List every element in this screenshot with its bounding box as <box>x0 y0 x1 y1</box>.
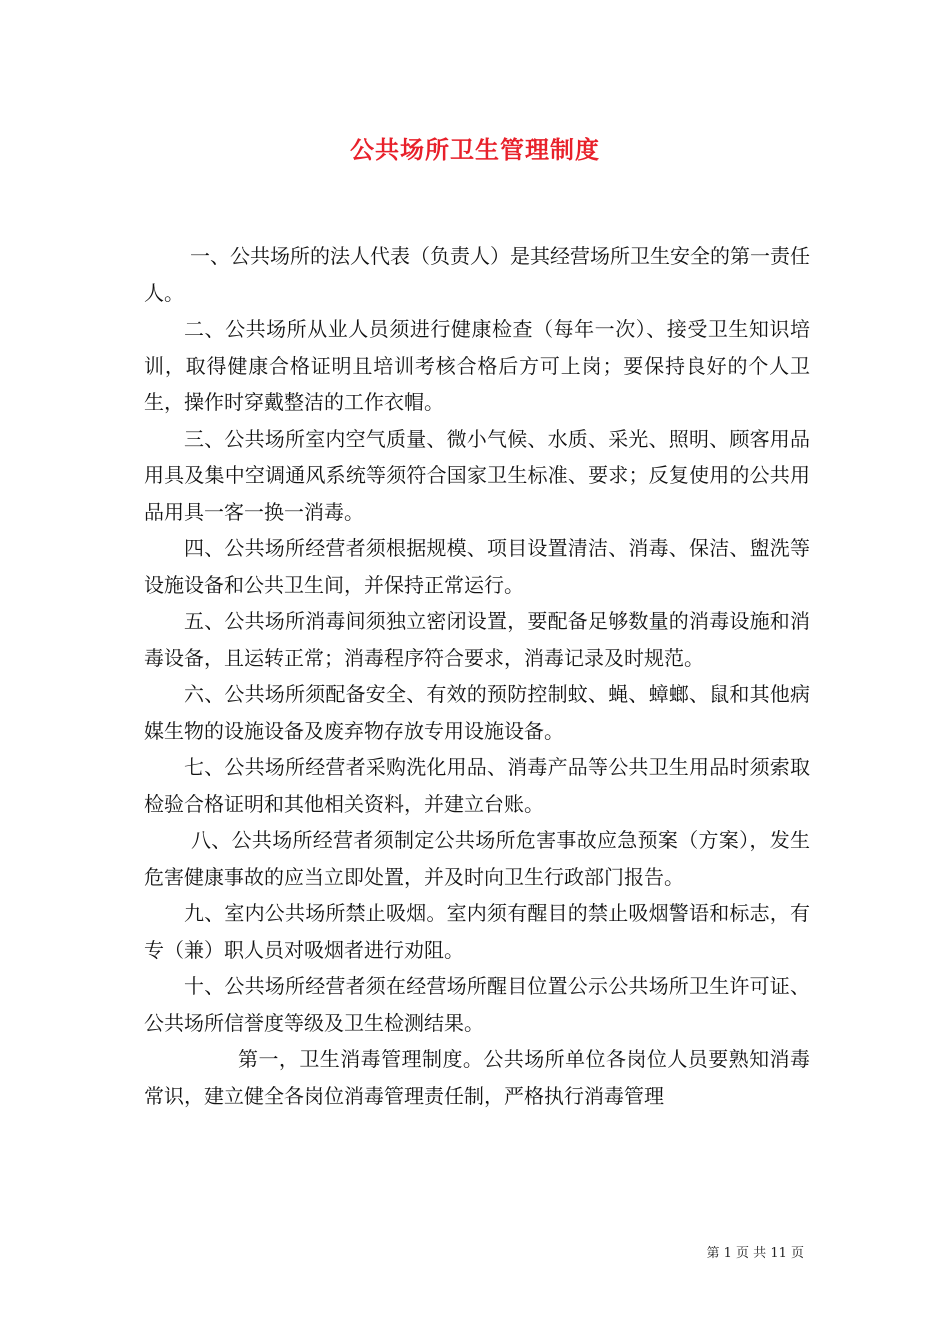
paragraph-1: 一、公共场所的法人代表（负责人）是其经营场所卫生安全的第一责任人。 <box>144 244 810 305</box>
paragraph-2: 二、公共场所从业人员须进行健康检查（每年一次）、接受卫生知识培训，取得健康合格证明且培训考核合格后方可上岗；要保持良好的个人卫生，操作时穿戴整洁的工作衣帽。 <box>144 317 810 414</box>
paragraph-3: 三、公共场所室内空气质量、微小气候、水质、采光、照明、顾客用品用具及集中空调通风系统等须符合国家卫生标准、要求；反复使用的公共用品用具一客一换一消毒。 <box>144 426 810 524</box>
paragraph-8: 八、公共场所经营者须制定公共场所危害事故应急预案（方案），发生危害健康事故的应当立即处置，并及时向卫生行政部门报告。 <box>144 828 810 889</box>
document-body <box>144 238 810 1114</box>
document-title: 公共场所卫生管理制度 <box>350 135 600 164</box>
paragraph-7: 七、公共场所经营者采购洗化用品、消毒产品等公共卫生用品时须索取检验合格证明和其他相关资料，并建立台账。 <box>144 755 810 816</box>
paragraph-11: 第一，卫生消毒管理制度。公共场所单位各岗位人员要熟知消毒常识，建立健全各岗位消毒管理责任制，严格执行消毒管理 <box>144 1047 810 1108</box>
paragraph-10: 十、公共场所经营者须在经营场所醒目位置公示公共场所卫生许可证、公共场所信誉度等级及卫生检测结果。 <box>144 974 810 1035</box>
paragraph-4: 四、公共场所经营者须根据规模、项目设置清洁、消毒、保洁、盥洗等设施设备和公共卫生间，并保持正常运行。 <box>144 536 810 597</box>
page-number-footer: 第 1 页 共 11 页 <box>706 1246 804 1261</box>
paragraph-9: 九、室内公共场所禁止吸烟。室内须有醒目的禁止吸烟警语和标志，有专（兼）职人员对吸烟者进行劝阻。 <box>144 901 810 962</box>
paragraph-5: 五、公共场所消毒间须独立密闭设置，要配备足够数量的消毒设施和消毒设备，且运转正常；消毒程序符合要求，消毒记录及时规范。 <box>144 609 810 670</box>
paragraph-6: 六、公共场所须配备安全、有效的预防控制蚊、蝇、蟑螂、鼠和其他病媒生物的设施设备及废弃物存放专用设施设备。 <box>144 682 810 743</box>
